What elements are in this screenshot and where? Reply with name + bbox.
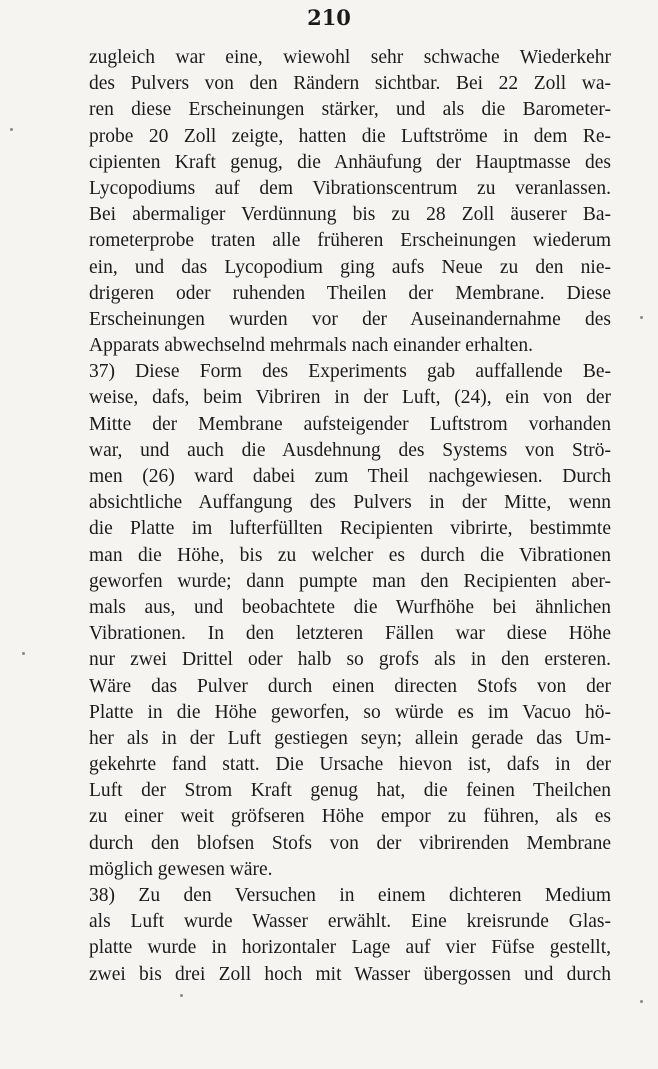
text-line: platte wurde in horizontaler Lage auf vier Füfse gestellt, xyxy=(89,937,611,959)
text-line: ren diese Erscheinungen stärker, und als die Barometer- xyxy=(89,99,611,121)
text-line: Apparats abwechselnd mehrmals nach einander erhalten. xyxy=(89,335,533,357)
body-text xyxy=(89,45,611,988)
text-line: rometerprobe traten alle früheren Erscheinungen wiederum xyxy=(89,230,611,252)
page-number: 210 xyxy=(307,5,351,30)
text-line: als Luft wurde Wasser erwählt. Eine kreisrunde Glas- xyxy=(89,911,611,933)
text-line: 38) Zu den Versuchen in einem dichteren Medium xyxy=(89,885,611,906)
text-line: durch den blofsen Stofs von der vibrirenden Membrane xyxy=(89,832,611,854)
text-line: weise, dafs, beim Vibriren in der Luft, (24), ein von der xyxy=(89,387,611,409)
text-line: 37) Diese Form des Experiments gab auffallende Be- xyxy=(89,361,611,383)
text-line: war, und auch die Ausdehnung des Systems von Strö- xyxy=(89,439,611,461)
paper-speck xyxy=(640,1000,643,1003)
text-line: zwei bis drei Zoll hoch mit Wasser übergossen und durch xyxy=(89,963,611,985)
text-line: Lycopodiums auf dem Vibrationscentrum zu veranlassen. xyxy=(89,177,611,199)
text-line: man die Höhe, bis zu welcher es durch die Vibrationen xyxy=(89,544,611,566)
text-line: Wäre das Pulver durch einen directen Stofs von der xyxy=(89,675,611,697)
text-line: Platte in die Höhe geworfen, so würde es im Vacuo hö- xyxy=(89,701,611,723)
paper-speck xyxy=(640,316,643,319)
text-line: probe 20 Zoll zeigte, hatten die Luftströme in dem Re- xyxy=(89,125,611,147)
text-line: Erscheinungen wurden vor der Auseinandernahme des xyxy=(89,308,611,330)
text-line: absichtliche Auffangung des Pulvers in der Mitte, wenn xyxy=(89,492,611,514)
text-line: zu einer weit gröfseren Höhe empor zu führen, als es xyxy=(89,806,611,828)
text-line: mals aus, und beobachtete die Wurfhöhe bei ähnlichen xyxy=(89,596,611,618)
text-line: drigeren oder ruhenden Theilen der Membrane. Diese xyxy=(89,282,611,304)
paper-speck xyxy=(22,652,25,655)
text-line: nur zwei Drittel oder halb so grofs als in den ersteren. xyxy=(89,649,611,671)
paper-speck xyxy=(10,128,13,131)
text-line: Bei abermaliger Verdünnung bis zu 28 Zoll äuserer Ba- xyxy=(89,204,611,226)
text-line: Mitte der Membrane aufsteigender Luftstrom vorhanden xyxy=(89,413,611,435)
paper-speck xyxy=(180,994,183,997)
text-line: her als in der Luft gestiegen seyn; allein gerade das Um- xyxy=(89,727,611,749)
text-line: ein, und das Lycopodium ging aufs Neue zu den nie- xyxy=(89,256,611,278)
text-line: möglich gewesen wäre. xyxy=(89,858,273,880)
text-line: gekehrte fand statt. Die Ursache hievon ist, dafs in der xyxy=(89,754,611,776)
text-line: die Platte im lufterfüllten Recipienten vibrirte, bestimmte xyxy=(89,518,611,540)
text-line: cipienten Kraft genug, die Anhäufung der Hauptmasse des xyxy=(89,151,611,173)
text-line: men (26) ward dabei zum Theil nachgewiesen. Durch xyxy=(89,466,611,487)
text-line: geworfen wurde; dann pumpte man den Recipienten aber- xyxy=(89,570,611,592)
text-line: Luft der Strom Kraft genug hat, die feinen Theilchen xyxy=(89,780,611,802)
text-line: Vibrationen. In den letzteren Fällen war diese Höhe xyxy=(89,623,611,645)
text-line: des Pulvers von den Rändern sichtbar. Bei 22 Zoll wa- xyxy=(89,73,611,95)
text-line: zugleich war eine, wiewohl sehr schwache Wiederkehr xyxy=(89,47,611,68)
